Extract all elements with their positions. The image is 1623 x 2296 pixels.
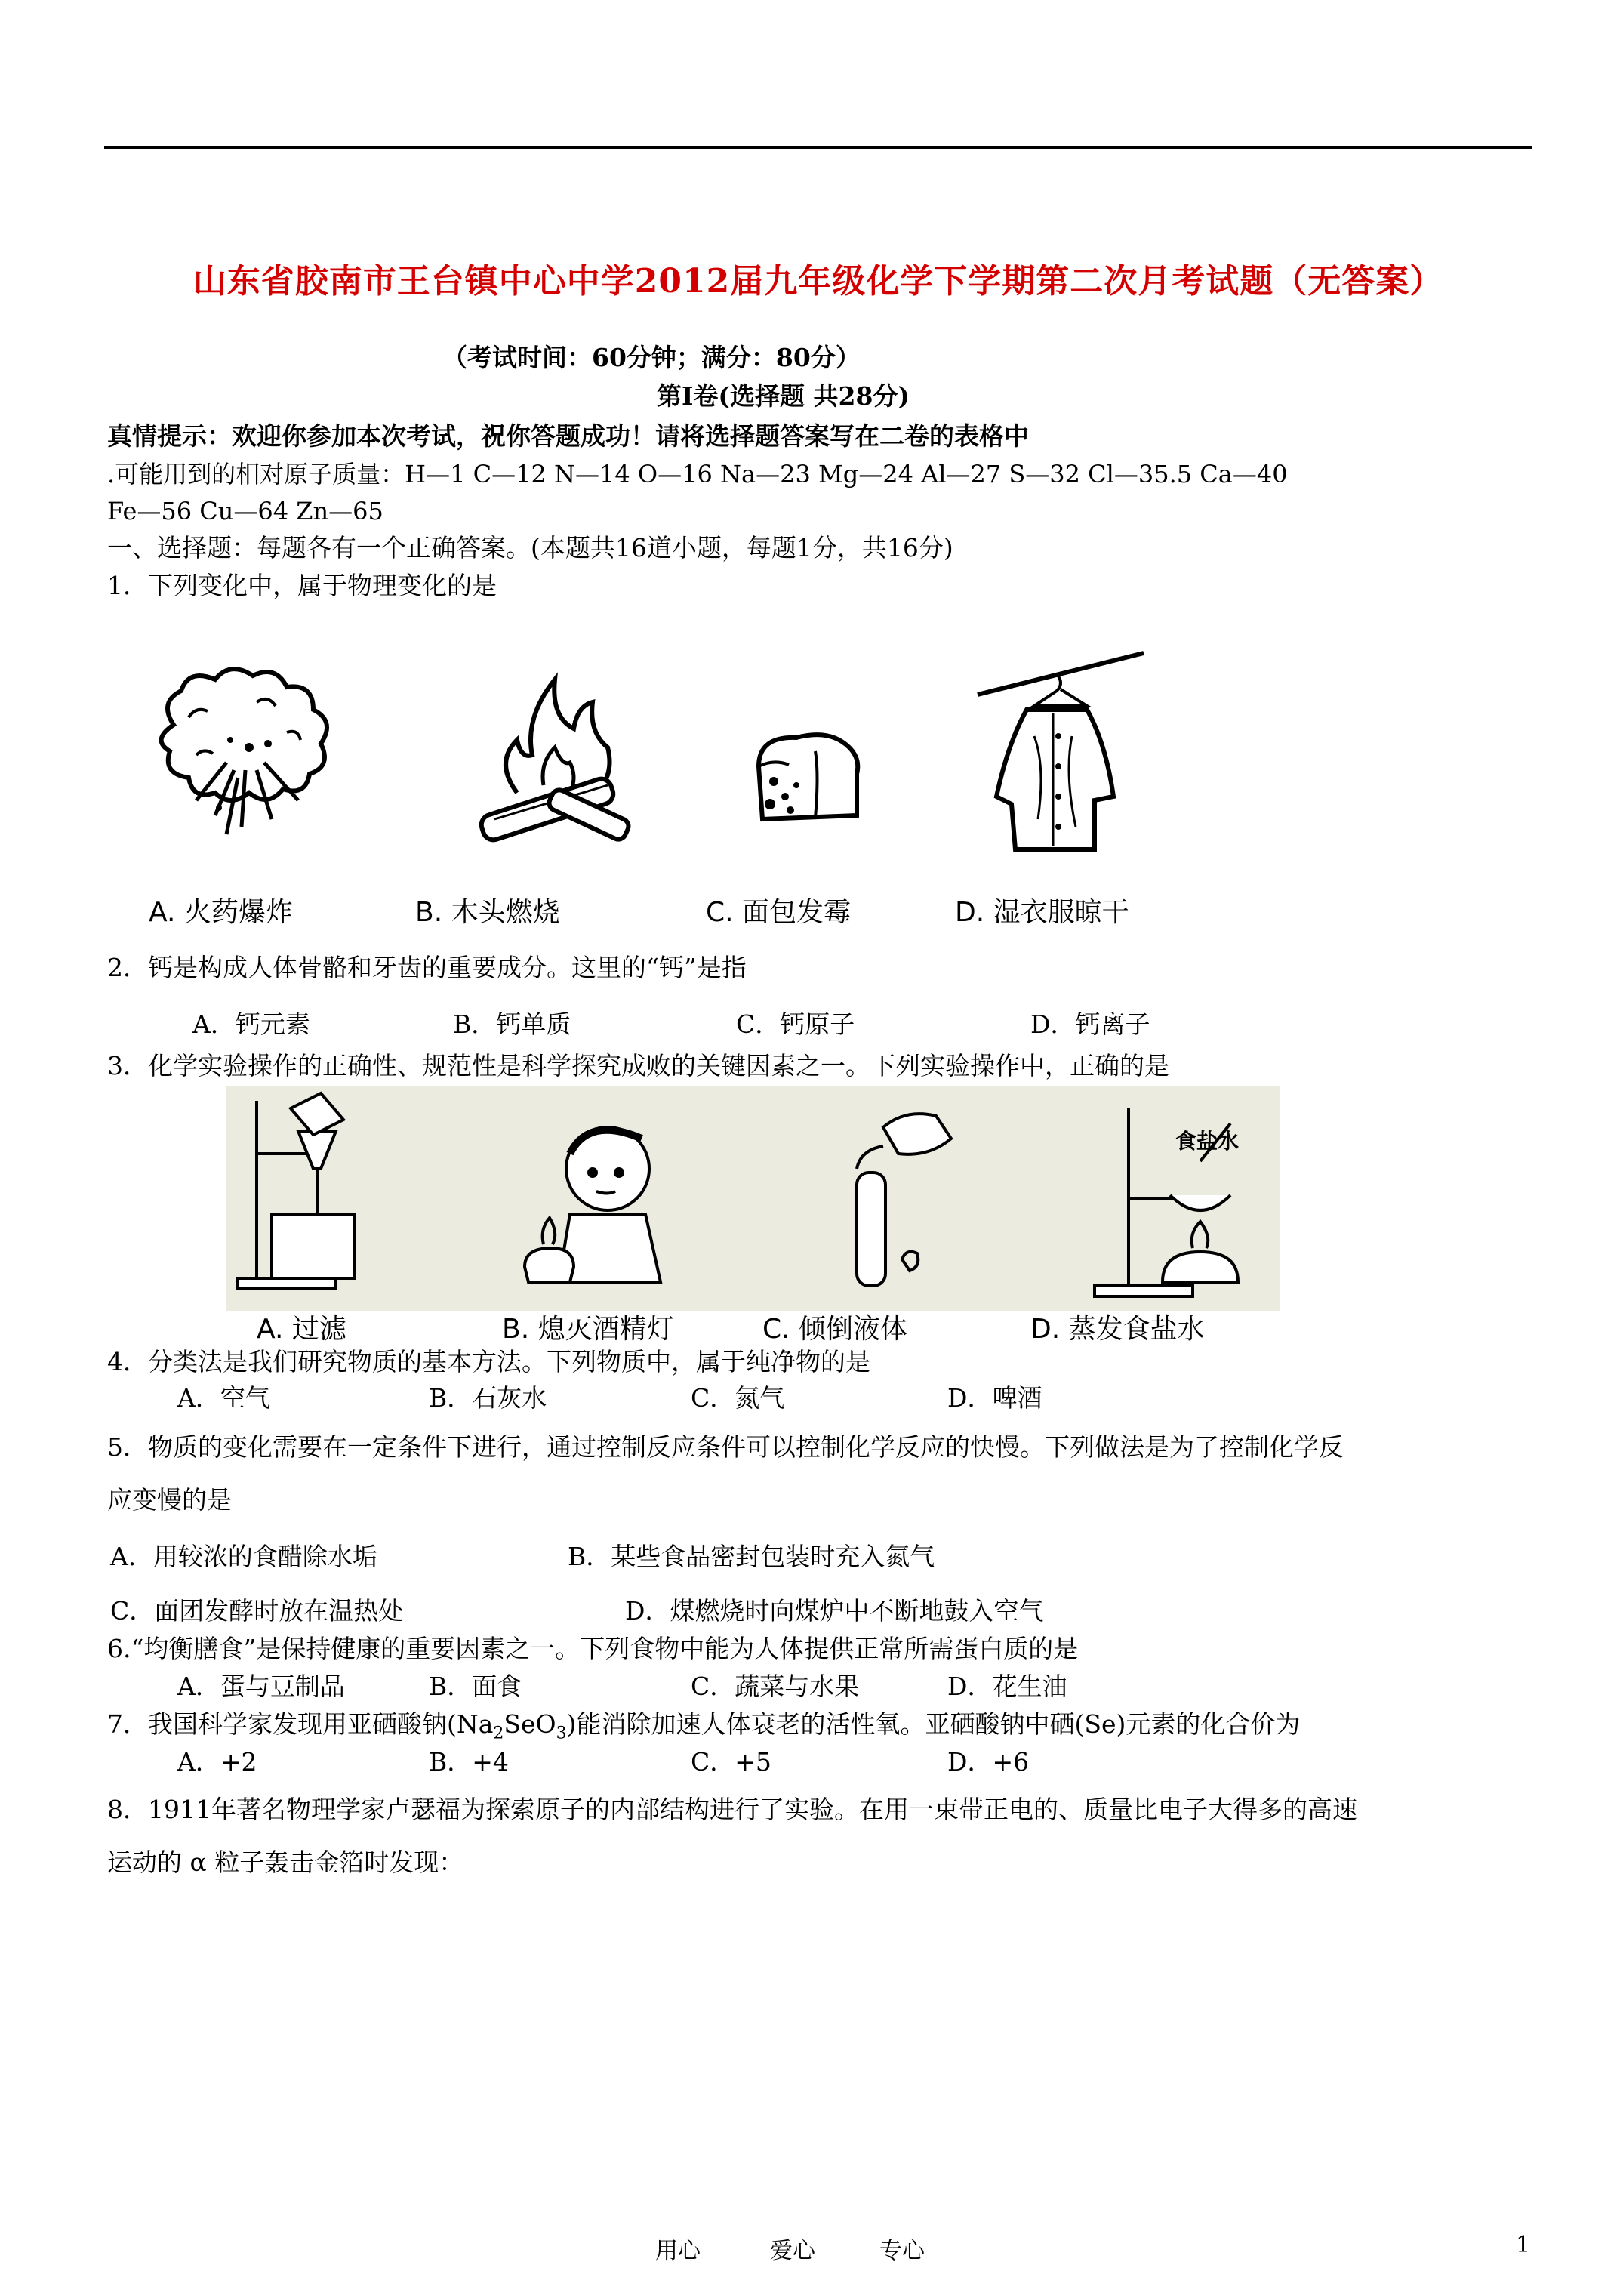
page-number: 1 (1516, 2232, 1531, 2258)
q3-caption-b: B. 熄灭酒精灯 (502, 1314, 674, 1345)
q8-stem-line1: 8．1911年著名物理学家卢瑟福为探索原子的内部结构进行了实验。在用一束带正电的、质量比电子大得多的高速 (107, 1795, 1357, 1824)
q5-option-d: D．煤燃烧时向煤炉中不断地鼓入空气 (625, 1596, 1044, 1626)
tip-text: 真情提示：欢迎你参加本次考试，祝你答题成功！请将选择题答案写在二卷的表格中 (107, 421, 1029, 451)
q5-stem-line2: 应变慢的是 (107, 1485, 232, 1515)
q1-caption-d: D. 湿衣服晾干 (955, 897, 1129, 928)
atomic-masses-1: .可能用到的相对原子质量：H—1 C—12 N—14 O—16 Na—23 Mg—24 Al—27 S—32 Cl—35.5 Ca—40 (107, 460, 1288, 488)
footer-item-2: 爱心 (770, 2238, 815, 2264)
q3-figure-panel (226, 1086, 1280, 1311)
q7-option-c: C．+5 (691, 1747, 771, 1777)
q3-caption-d: D. 蒸发食盐水 (1030, 1314, 1205, 1345)
exam-info: （考试时间：60分钟；满分：80分） (442, 343, 861, 372)
q5-stem-line1: 5．物质的变化需要在一定条件下进行，通过控制反应条件可以控制化学反应的快慢。下列做法是为了控制化学反 (107, 1432, 1344, 1462)
q4-stem: 4．分类法是我们研究物质的基本方法。下列物质中，属于纯净物的是 (107, 1347, 870, 1376)
q7-stem (107, 1708, 1300, 1751)
q4-option-d: D．啤酒 (947, 1383, 1042, 1413)
q2-option-b: B．钙单质 (453, 1009, 571, 1039)
q7-option-d: D．+6 (947, 1747, 1030, 1777)
moldy-bread-icon (744, 721, 872, 834)
drying-clothes-icon (974, 646, 1147, 864)
page-title: 山东省胶南市王台镇中心中学2012届九年级化学下学期第二次月考试题（无答案） (192, 262, 1444, 300)
q2-stem: 2．钙是构成人体骨骼和牙齿的重要成分。这里的“钙”是指 (107, 953, 747, 982)
q2-option-d: D．钙离子 (1030, 1009, 1150, 1039)
footer-item-3: 专心 (879, 2238, 925, 2264)
q3-stem: 3．化学实验操作的正确性、规范性是科学探究成败的关键因素之一。下列实验操作中，正确的是 (107, 1051, 1169, 1080)
q3-apparatus-illustration (226, 1086, 1280, 1311)
q6-option-d: D．花生油 (947, 1672, 1067, 1701)
q7-stem-part-c: )能消除加速人体衰老的活性氧。亚硒酸钠中硒(Se)元素的化合价为 (566, 1709, 1301, 1739)
q2-option-a: A．钙元素 (192, 1009, 310, 1039)
q5-option-c: C．面团发酵时放在温热处 (110, 1596, 404, 1626)
q1-stem: 1．下列变化中，属于物理变化的是 (107, 571, 497, 600)
q6-stem: 6.“均衡膳食”是保持健康的重要因素之一。下列食物中能为人体提供正常所需蛋白质的是 (107, 1634, 1079, 1663)
q4-option-b: B．石灰水 (429, 1383, 547, 1413)
q4-option-a: A．空气 (177, 1383, 270, 1413)
q5-option-b: B．某些食品密封包装时充入氮气 (568, 1542, 935, 1571)
q3-caption-c: C. 倾倒液体 (762, 1314, 908, 1345)
q1-caption-c: C. 面包发霉 (706, 897, 852, 928)
q2-option-c: C．钙原子 (736, 1009, 855, 1039)
header-rule (104, 146, 1532, 149)
q7-option-b: B．+4 (429, 1747, 509, 1777)
q7-subscript-1: 2 (493, 1724, 504, 1743)
q6-option-a: A．蛋与豆制品 (177, 1672, 345, 1701)
q7-option-a: A．+2 (177, 1747, 257, 1777)
q7-subscript-2: 3 (556, 1724, 567, 1743)
q7-stem-part-a: 7．我国科学家发现用亚硒酸钠(Na (107, 1709, 494, 1739)
salt-water-label: 食盐水 (1175, 1129, 1240, 1154)
q5-option-a: A．用较浓的食醋除水垢 (110, 1542, 377, 1571)
q1-caption-a: A. 火药爆炸 (149, 897, 293, 928)
burning-wood-icon (464, 664, 638, 861)
q4-option-c: C．氮气 (691, 1383, 785, 1413)
part-title: 第Ⅰ卷(选择题 共28分) (657, 381, 910, 411)
explosion-icon (143, 657, 355, 853)
section-1-heading: 一、选择题：每题各有一个正确答案。(本题共16道小题，每题1分，共16分) (107, 533, 953, 562)
q3-caption-a: A. 过滤 (257, 1314, 346, 1345)
q8-stem-line2: 运动的 α 粒子轰击金箔时发现： (107, 1848, 464, 1877)
footer-item-1: 用心 (655, 2238, 701, 2264)
atomic-masses-2: Fe—56 Cu—64 Zn—65 (107, 497, 383, 525)
q1-caption-b: B. 木头燃烧 (415, 897, 560, 928)
q6-option-b: B．面食 (429, 1672, 522, 1701)
q6-option-c: C．蔬菜与水果 (691, 1672, 860, 1701)
q7-stem-part-b: SeO (504, 1709, 556, 1739)
